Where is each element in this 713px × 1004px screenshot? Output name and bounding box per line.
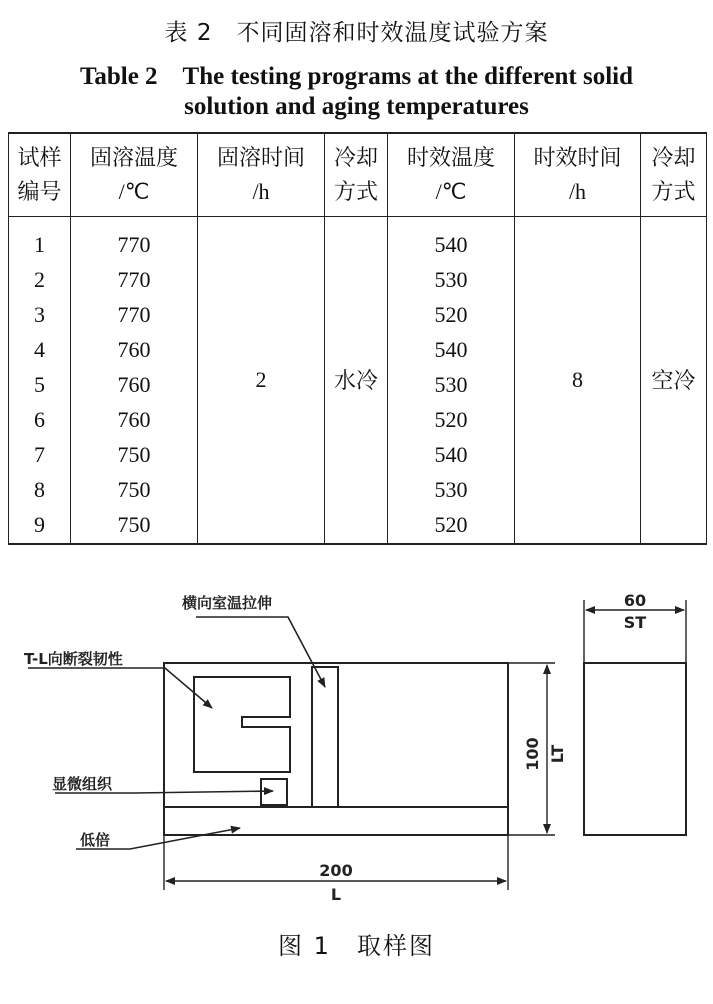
fracture-toughness-specimen: [194, 677, 290, 772]
aging-temperature-cell: 540: [434, 337, 468, 362]
sample-number-cell: 2: [34, 267, 45, 292]
height-axis: LT: [548, 744, 567, 764]
sampling-diagram: [0, 560, 713, 910]
side-block-outline: [584, 663, 686, 835]
width-value: 60: [623, 591, 647, 610]
sample-number-cell: 6: [34, 407, 45, 432]
aging-temperature-cell: 530: [434, 267, 468, 292]
solution-temperature-cell: 770: [117, 232, 151, 257]
testing-programs-table: [8, 132, 707, 545]
solution-temperature-cell: 770: [117, 267, 151, 292]
main-block-outline: [164, 663, 508, 835]
header-solution-temperature: 固溶温度 /℃: [71, 133, 198, 217]
header-sample-number: 试样 编号: [9, 133, 71, 217]
sample-number-cell: 9: [34, 512, 45, 537]
sample-number-column: [9, 217, 71, 545]
table-header-row: [9, 133, 707, 217]
solution-temperature-cell: 750: [117, 477, 151, 502]
sample-number-cell: 7: [34, 442, 45, 467]
sample-number-cell: 5: [34, 372, 45, 397]
solution-temperature-cell: 750: [117, 442, 151, 467]
aging-temperature-cell: 520: [434, 512, 468, 537]
header-aging-cooling: 冷却 方式: [641, 133, 707, 217]
header-solution-time: 固溶时间 /h: [198, 133, 325, 217]
length-value: 200: [319, 861, 353, 880]
aging-temperature-cell: 540: [434, 232, 468, 257]
solution-cooling-cell: 水冷: [325, 217, 388, 545]
label-fracture: T-L向断裂韧性: [24, 650, 123, 668]
sample-number-cell: 8: [34, 477, 45, 502]
table-title-en-line1: Table 2 The testing programs at the different solid: [79, 63, 633, 90]
aging-time-cell: 8: [515, 217, 641, 545]
width-axis: ST: [623, 613, 647, 632]
aging-cooling-cell: 空冷: [651, 369, 696, 394]
aging-temperature-cell: 540: [434, 442, 468, 467]
header-solution-cooling: 冷却 方式: [325, 133, 388, 217]
solution-time-cell: 2: [198, 217, 325, 545]
header-aging-time: 时效时间 /h: [515, 133, 641, 217]
sample-number-cell: 1: [34, 232, 45, 257]
aging-temperature-cell: 520: [434, 302, 468, 327]
figure-caption: 图 1 取样图: [278, 932, 435, 960]
tensile-specimen: [312, 667, 338, 807]
solution-temperature-column: [71, 217, 198, 545]
label-low: 低倍: [80, 831, 111, 849]
solution-temperature-cell: 760: [117, 372, 151, 397]
aging-temperature-column: [388, 217, 515, 545]
sample-number-cell: 4: [34, 337, 45, 362]
aging-temperature-cell: 530: [434, 372, 468, 397]
solution-temperature-cell: 750: [117, 512, 151, 537]
height-value: 100: [523, 737, 542, 771]
sample-number-cell: 3: [34, 302, 45, 327]
table-title-en-line2: solution and aging temperatures: [184, 93, 529, 120]
header-aging-temperature: 时效温度 /℃: [388, 133, 515, 217]
microstructure-specimen: [261, 779, 287, 805]
length-axis: L: [330, 885, 342, 904]
solution-temperature-cell: 760: [117, 337, 151, 362]
solution-temperature-cell: 760: [117, 407, 151, 432]
table-body-row: [9, 217, 707, 545]
aging-temperature-cell: 530: [434, 477, 468, 502]
label-tensile: 横向室温拉伸: [182, 594, 273, 612]
label-micro: 显微组织: [52, 775, 113, 793]
aging-temperature-cell: 520: [434, 407, 468, 432]
leader-line-fracture: [28, 668, 212, 708]
table-title-cn: 表 2 不同固溶和时效温度试验方案: [164, 20, 549, 46]
solution-temperature-cell: 770: [117, 302, 151, 327]
